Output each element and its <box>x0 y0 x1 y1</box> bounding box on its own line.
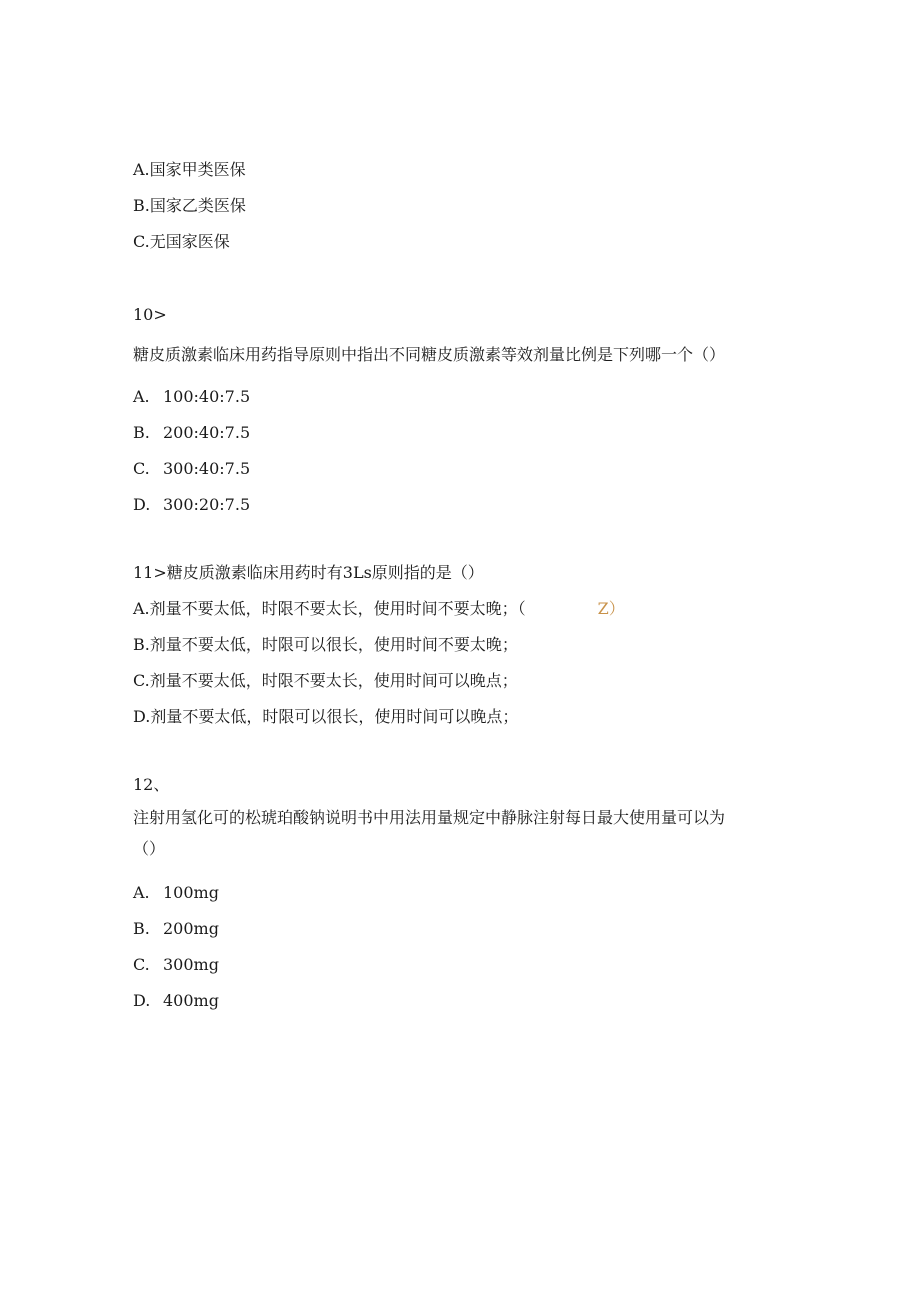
option-text: A.剂量不要太低，时限不要太长，使用时间不要太晚；（ <box>133 599 526 618</box>
q9-option-b: B.国家乙类医保 <box>133 196 246 215</box>
q12-option-b <box>133 919 219 939</box>
option-letter: B. <box>133 423 150 442</box>
q12-number: 12、 <box>133 775 170 794</box>
answer-mark: Z） <box>597 599 625 618</box>
q12-option-c <box>133 955 219 975</box>
option-letter: C. <box>133 955 150 974</box>
q10-option-c <box>133 459 250 479</box>
option-text: 300:20:7.5 <box>163 495 251 514</box>
q12-option-d <box>133 991 219 1011</box>
option-letter: A. <box>133 883 150 902</box>
q11-option-b: B.剂量不要太低，时限可以很长，使用时间不要太晚； <box>133 635 518 654</box>
q10-option-b <box>133 423 250 443</box>
option-letter: A. <box>133 387 150 406</box>
q9-option-c: C.无国家医保 <box>133 232 230 251</box>
option-text: 100mg <box>163 883 219 902</box>
option-text: 100:40:7.5 <box>163 387 251 406</box>
option-letter: D. <box>133 991 151 1010</box>
option-letter: B. <box>133 919 150 938</box>
option-letter: C. <box>133 459 150 478</box>
q11-stem: 11>糖皮质激素临床用药时有3Ls原则指的是（） <box>133 563 484 582</box>
q10-number: 10> <box>133 305 167 324</box>
q10-option-a <box>133 387 250 407</box>
option-text: 400mg <box>163 991 219 1010</box>
q10-stem: 糖皮质激素临床用药指导原则中指出不同糖皮质激素等效剂量比例是下列哪一个（） <box>133 345 726 364</box>
q11-option-c: C.剂量不要太低，时限不要太长，使用时间可以晚点； <box>133 671 518 690</box>
q10-option-d <box>133 495 250 515</box>
option-text: 200mg <box>163 919 219 938</box>
q12-stem-line2: （） <box>133 839 166 858</box>
q12-option-a <box>133 883 219 903</box>
option-text: 300:40:7.5 <box>163 459 251 478</box>
option-text: 300mg <box>163 955 219 974</box>
q11-option-a <box>133 599 625 619</box>
option-text: 200:40:7.5 <box>163 423 251 442</box>
q12-stem-line1: 注射用氢化可的松琥珀酸钠说明书中用法用量规定中静脉注射每日最大使用量可以为 <box>133 808 726 827</box>
option-letter: D. <box>133 495 151 514</box>
q11-option-d: D.剂量不要太低，时限可以很长，使用时间可以晚点； <box>133 707 519 726</box>
q9-option-a: A.国家甲类医保 <box>133 160 246 179</box>
